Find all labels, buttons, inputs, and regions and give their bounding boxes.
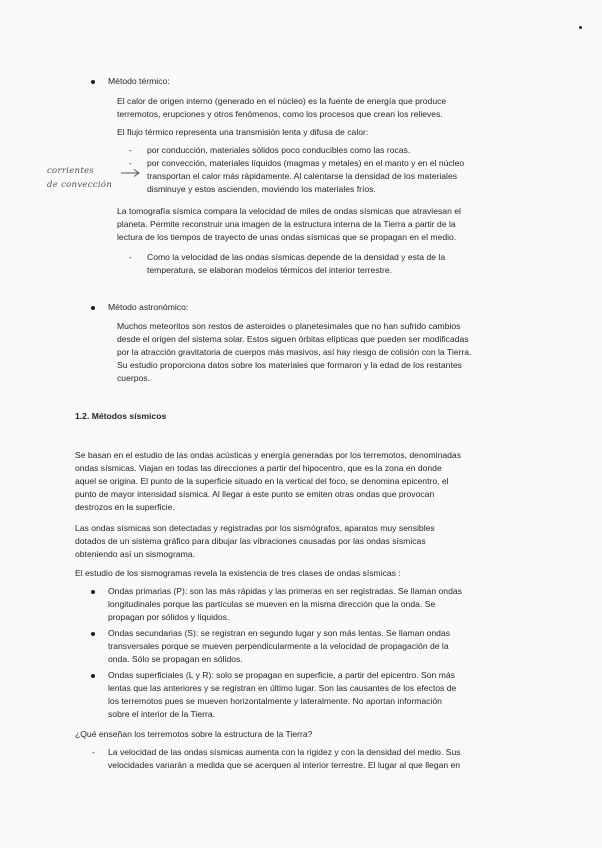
ink-dot	[579, 26, 582, 29]
conveccion-item: transportan el calor más rápidamente. Al calentarse la densidad de los materiales	[147, 171, 458, 181]
astronomico-text: Su estudio proporciona datos sobre los materiales que formaron y la edad de los restantes	[117, 360, 462, 370]
astronomico-text: por la atracción gravitatoria de cuerpos más masivos, así hay riesgo de colisión con la Tierra.	[117, 347, 472, 357]
ondas-primarias: Ondas primarias (P): son las más rápidas y las primeras en ser registradas. Se llaman ondas	[108, 586, 462, 596]
termico-text: terremotos, erupciones y otros fenómenos, como los procesos que crean los relieves.	[117, 109, 443, 119]
arrow-icon	[120, 168, 142, 178]
tomografia-text: planeta. Permite reconstruir una imagen de la estructura interna de la Tierra a partir de la	[117, 219, 456, 229]
dash: -	[92, 747, 95, 757]
sismografos-text: obteniendo así un sismograma.	[75, 549, 195, 559]
question: ¿Qué enseñan los terremotos sobre la estructura de la Tierra?	[75, 729, 313, 739]
tomografia-text: La tomografía sísmica compara la velocidad de miles de ondas sísmicas que atraviesan el	[117, 206, 461, 216]
sismografos-text: dotados de un sistema gráfico para dibujar las vibraciones causadas por las ondas sísmicas	[75, 536, 426, 546]
dash: -	[129, 252, 132, 262]
bullet	[91, 674, 95, 678]
ondas-primarias: propagan por sólidos y líquidos.	[108, 612, 230, 622]
bullet	[91, 632, 95, 636]
handwritten-note: corrientes	[47, 166, 95, 176]
bullet	[91, 306, 95, 310]
section-heading: 1.2. Métodos sísmicos	[75, 411, 167, 421]
dash: -	[129, 158, 132, 168]
ondas-superficiales: lentas que las anteriores y se registran en último lugar. Son las causantes de los efectos de	[108, 683, 457, 693]
ondas-primarias: longitudinales porque las partículas se mueven en la misma dirección que la onda. Se	[108, 599, 436, 609]
conveccion-item: por convección, materiales líquidos (magmas y metales) en el manto y en el núcleo	[147, 158, 465, 168]
answer-text: velocidades variarán a medida que se acerquen al interior terrestre. El lugar al que llegan en	[108, 760, 461, 770]
sismicos-text: Se basan en el estudio de las ondas acústicas y energía generadas por los terremotos, denominadas	[75, 450, 462, 460]
sismicos-text: destrozos en la superficie.	[75, 502, 175, 512]
answer-text: La velocidad de las ondas sísmicas aumenta con la rigidez y con la densidad del medio. Sus	[108, 747, 461, 757]
velocidad-item: Como la velocidad de las ondas sísmicas depende de la densidad y esta de la	[147, 252, 446, 262]
ondas-superficiales: sobre el interior de la Tierra.	[108, 709, 215, 719]
bullet	[91, 590, 95, 594]
ondas-superficiales: Ondas superficiales (L y R): solo se propagan en superficie, a partir del epicentro. Son más	[108, 670, 455, 680]
astronomico-text: desde el origen del sistema solar. Estos siguen órbitas elípticas que pueden ser modificadas	[117, 334, 469, 344]
astronomico-text: Muchos meteoritos son restos de asteroides o planetesimales que no han sufrido cambios	[117, 321, 461, 331]
velocidad-item: temperatura, se elaboran modelos térmicos del interior terrestre.	[147, 265, 393, 275]
bullet	[91, 80, 95, 84]
astronomico-title: Método astronómico:	[108, 302, 189, 312]
ondas-secundarias: Ondas secundarias (S): se registran en segundo lugar y son más lentas. Se llaman ondas	[108, 628, 451, 638]
ondas-secundarias: onda. Sólo se propagan en sólidos.	[108, 654, 243, 664]
termico-text: El calor de origen interno (generado en el núcleo) es la fuente de energía que produce	[117, 96, 447, 106]
sismografos-text: Las ondas sísmicas son detectadas y registradas por los sismógrafos, aparatos muy sensibles	[75, 523, 435, 533]
sismogramas-text: El estudio de los sismogramas revela la existencia de tres clases de ondas sísmicas :	[75, 568, 401, 578]
sismicos-text: ondas sísmicas. Viajan en todas las direcciones a partir del hipocentro, que es la zona en donde	[75, 463, 442, 473]
termico-title: Método térmico:	[108, 76, 170, 86]
ondas-superficiales: los terremotos pues se mueven horizontalmente y lateralmente. No aportan información	[108, 696, 442, 706]
termico-text: El flujo térmico representa una transmisión lenta y difusa de calor:	[117, 127, 369, 137]
ondas-secundarias: transversales porque se mueven perpendicularmente a la velocidad de propagación de la	[108, 641, 449, 651]
conduccion-item: por conducción, materiales sólidos poco conducibles como las rocas.	[147, 145, 411, 155]
tomografia-text: lectura de los tiempos de trayecto de unas ondas sísmicas que se propagan en el medio.	[117, 232, 457, 242]
sismicos-text: aquel se origina. El punto de la superficie situado en la vertical del foco, se denomina epicentro, el	[75, 476, 449, 486]
conveccion-item: disminuye y estos ascienden, moviendo los materiales fríos.	[147, 184, 376, 194]
astronomico-text: cuerpos.	[117, 373, 150, 383]
dash: -	[129, 145, 132, 155]
sismicos-text: punto de mayor intensidad sísmica. Al llegar a este punto se emiten otras ondas que provocan	[75, 489, 435, 499]
handwritten-note: de convección	[47, 180, 113, 190]
